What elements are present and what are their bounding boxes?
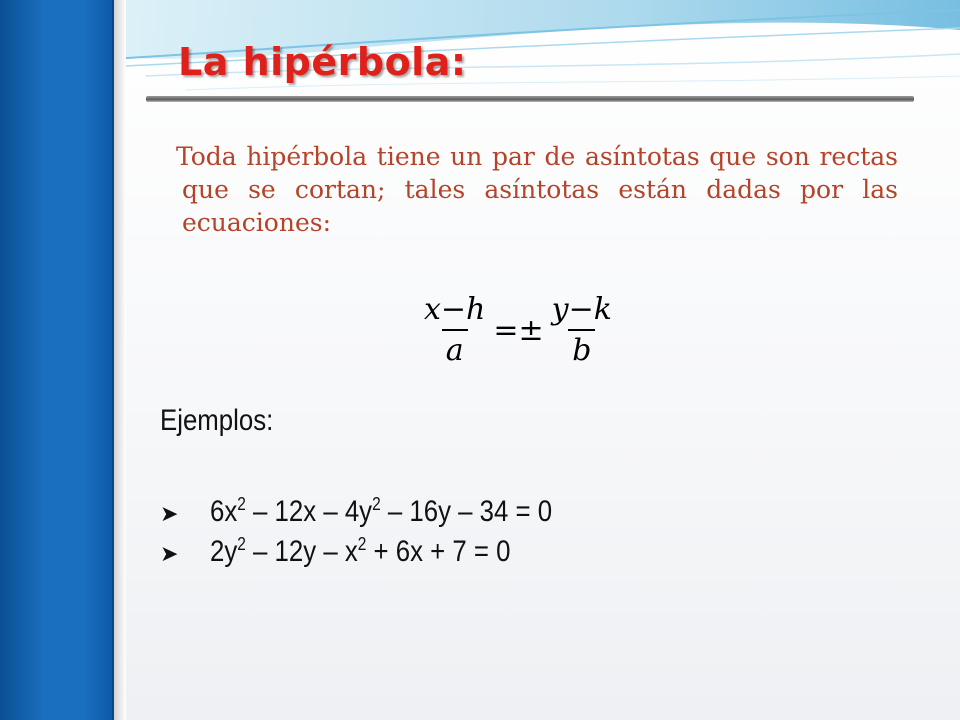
formula-right-denominator: b	[568, 329, 595, 368]
asymptote-formula	[420, 292, 616, 368]
arrow-bullet-icon: ➤	[160, 541, 179, 566]
formula-left-numerator: x−h	[424, 292, 486, 327]
sidebar-shadow	[114, 0, 126, 720]
list-item	[160, 534, 559, 569]
example-equation: $6x^2 - 12x - 4y^2 - 16y - 34 = 0$	[210, 494, 553, 528]
formula-operator: =±	[493, 312, 544, 348]
arrow-bullet-icon: ➤	[160, 501, 179, 526]
formula-right-fraction	[548, 292, 616, 368]
formula-right-numerator: y−k	[551, 292, 612, 327]
left-sidebar-bar	[0, 0, 114, 720]
slide-title: La hipérbola:	[178, 40, 467, 84]
example-equation: $2y^2 - 12y - x^2 + 6x + 7 = 0$	[210, 534, 511, 568]
examples-heading: Ejemplos:	[160, 404, 274, 437]
body-paragraph: Toda hipérbola tiene un par de asíntotas que son rectas que se cortan; tales asíntotas están dadas por las ecuaciones:	[176, 142, 898, 237]
title-underline	[146, 96, 914, 102]
formula-left-denominator: a	[442, 329, 468, 368]
formula-left-fraction	[420, 292, 489, 368]
list-item	[160, 494, 608, 529]
